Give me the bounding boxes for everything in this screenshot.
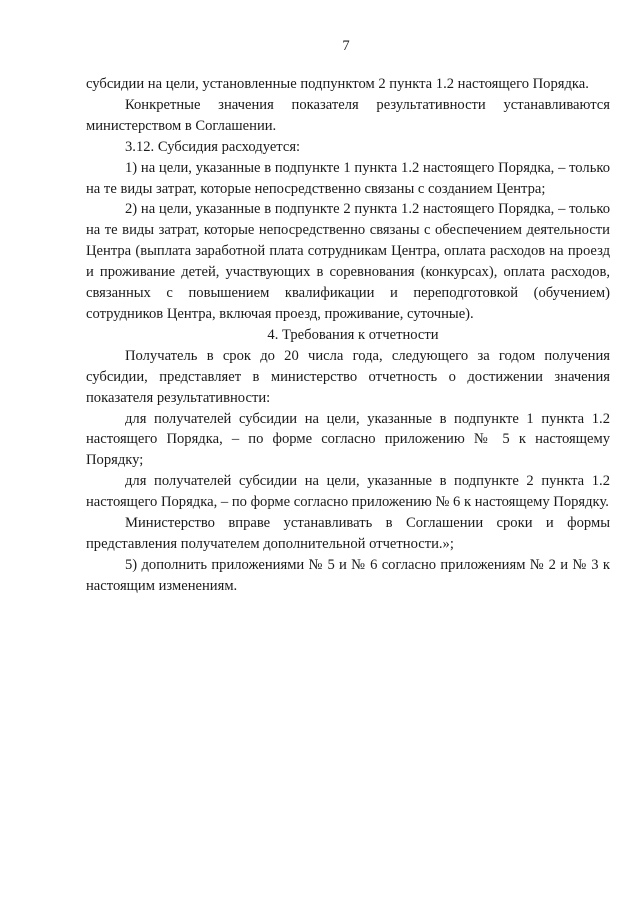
paragraph-reporting-deadline: Получатель в срок до 20 числа года, следующего за годом получения субсидии, представляет в министерство отчетность о достижении значения показателя результативности:: [86, 347, 610, 406]
paragraph-additional-reporting: Министерство вправе устанавливать в Соглашении сроки и формы представления получателем дополнительной отчетности.»;: [86, 515, 610, 552]
paragraph-3-12-item-1: 1) на цели, указанные в подпункте 1 пункта 1.2 настоящего Порядка, – только на те виды затрат, которые непосредственно связаны с созданием Центра;: [86, 159, 610, 197]
paragraph-3-12-heading: 3.12. Субсидия расходуется:: [125, 138, 301, 155]
paragraph-performance-values: Конкретные значения показателя результативности устанавливаются министерством в Соглашении.: [86, 96, 610, 134]
paragraph-reporting-form-5: для получателей субсидии на цели, указанные в подпункте 1 пункта 1.2 настоящего Порядка, – по форме согласно приложению № 5 к настоящему Порядку;: [86, 410, 610, 469]
paragraph-reporting-form-6: для получателей субсидии на цели, указанные в подпункте 2 пункта 1.2 настоящего Порядка, – по форме согласно приложению № 6 к настоящему Порядку.: [86, 473, 610, 511]
paragraph-subsidy-goals-end: субсидии на цели, установленные подпунктом 2 пункта 1.2 настоящего Порядка.: [86, 76, 589, 92]
paragraph-appendices: 5) дополнить приложениями № 5 и № 6 согласно приложениям № 2 и № 3 к настоящим изменениям.: [86, 556, 610, 594]
page-number: 7: [342, 38, 350, 54]
section-heading-reporting: 4. Требования к отчетности: [267, 326, 439, 343]
paragraph-3-12-item-2: 2) на цели, указанные в подпункте 2 пункта 1.2 настоящего Порядка, – только на те виды затрат, которые непосредственно связаны с обеспечением деятельности Центра (выплата заработной плата сотрудникам Центра, оплата расходов на проезд и проживание детей, участвующих в соревнования (конкурсах), оплата расходов, связанных с повышением квалификации и переподготовкой (обучением) сотрудников Центра, включая проезд, проживание, суточные).: [86, 201, 610, 322]
document-body: [86, 74, 610, 597]
